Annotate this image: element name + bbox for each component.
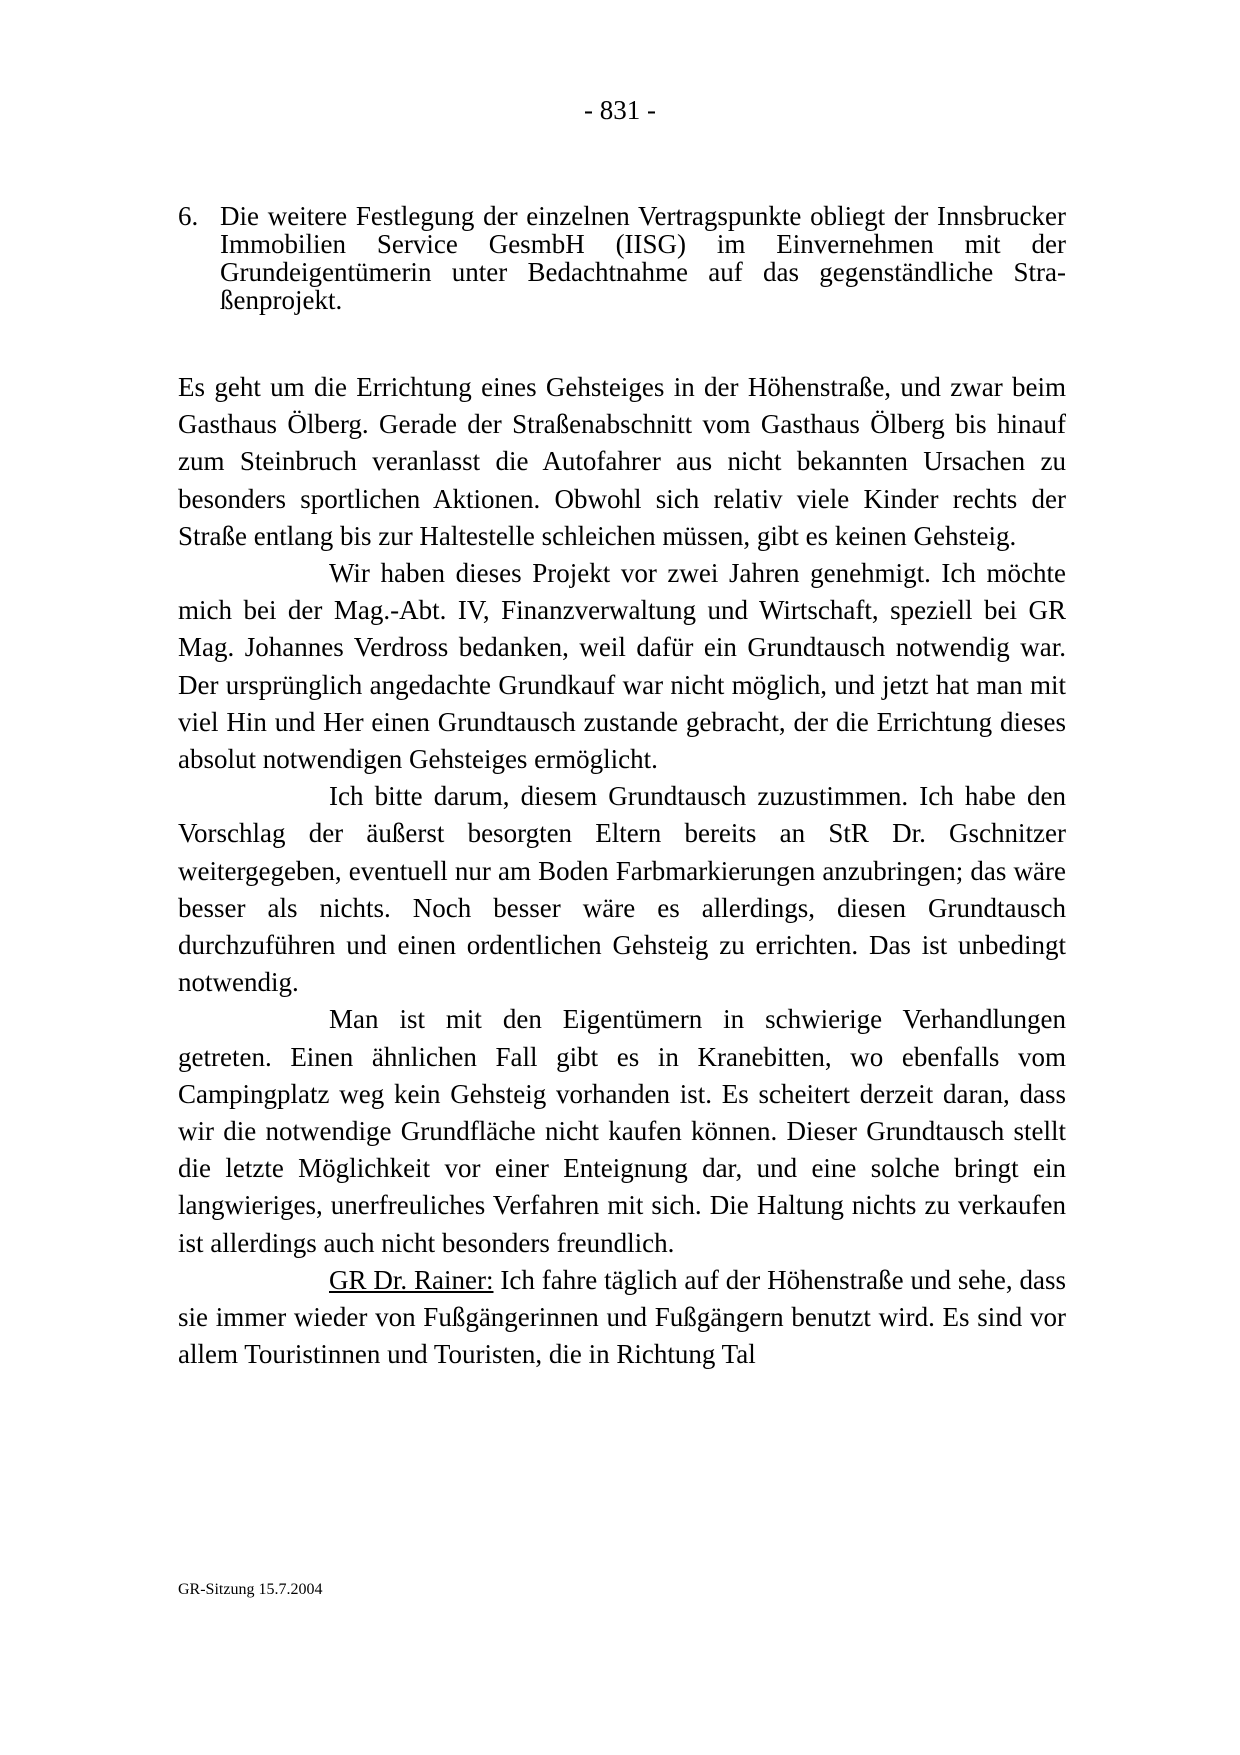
paragraph: Wir haben dieses Projekt vor zwei Jahren genehmigt. Ich möchte mich bei der Mag.-Abt. IV, Finanzverwaltung und Wirtschaft, speziell bei GR Mag. Johannes Verdross bedanken, weil dafür ein Grundtausch notwendig war. Der ursprünglich angedachte Grundkauf war nicht möglich, und jetzt hat man mit viel Hin und Her einen Grundtausch zustande gebracht, der die Errichtung dieses absolut notwendigen Gehsteiges ermöglicht. [178,558,1066,775]
speaker-paragraph [178,1262,1066,1374]
speaker-text: Ich fahre täglich auf der Höhenstraße und sehe, dass sie immer wieder von Fußgängerinnen und Fußgängern benutzt wird. Es sind vor allem Touristinnen und Touristen, die in Richtung Tal [178,1264,1066,1370]
list-item-text: Die weitere Festlegung der einzelnen Vertragspunkte obliegt der Innsbrucker Immobilien Service GesmbH (IISG) im Einvernehmen mit der Grundeigentümerin unter Bedachtnahme auf das gegenständliche Straßenprojekt. [220,201,1066,315]
body-text [178,369,1066,1373]
paragraph: Es geht um die Errichtung eines Gehsteiges in der Höhenstraße, und zwar beim Gasthaus Ölberg. Gerade der Straßenabschnitt vom Gasthaus Ölberg bis hinauf zum Steinbruch veranlasst die Autofahrer aus nicht bekannten Ursachen zu besonders sportlichen Aktionen. Obwohl sich relativ viele Kinder rechts der Straße entlang bis zur Haltestelle schleichen müssen, gibt es keinen Gehsteig. [178,372,1066,551]
page-number: - 831 - [584,95,656,125]
list-item-number: 6. [178,201,199,231]
page-footer: GR-Sitzung 15.7.2004 [178,1581,323,1598]
paragraph: Man ist mit den Eigentümern in schwierige Verhandlungen getreten. Einen ähnlichen Fall gibt es in Kranebitten, wo ebenfalls vom Campingplatz weg kein Gehsteig vorhanden ist. Es scheitert derzeit daran, dass wir die notwendige Grundfläche nicht kaufen können. Dieser Grundtausch stellt die letzte Möglichkeit vor einer Enteignung dar, und eine solche bringt ein langwieriges, unerfreuliches Verfahren mit sich. Die Haltung nichts zu verkaufen ist allerdings auch nicht besonders freundlich. [178,1004,1066,1258]
paragraph: Ich bitte darum, diesem Grundtausch zuzustimmen. Ich habe den Vorschlag der äußerst besorgten Eltern bereits an StR Dr. Gschnitzer weitergegeben, eventuell nur am Boden Farbmarkierungen anzubringen; das wäre besser als nichts. Noch besser wäre es allerdings, diesen Grundtausch durchzuführen und einen ordentlichen Gehsteig zu errichten. Das ist unbedingt notwendig. [178,781,1066,998]
speaker-name: GR Dr. Rainer: [329,1264,494,1295]
numbered-list-item [178,202,1066,314]
